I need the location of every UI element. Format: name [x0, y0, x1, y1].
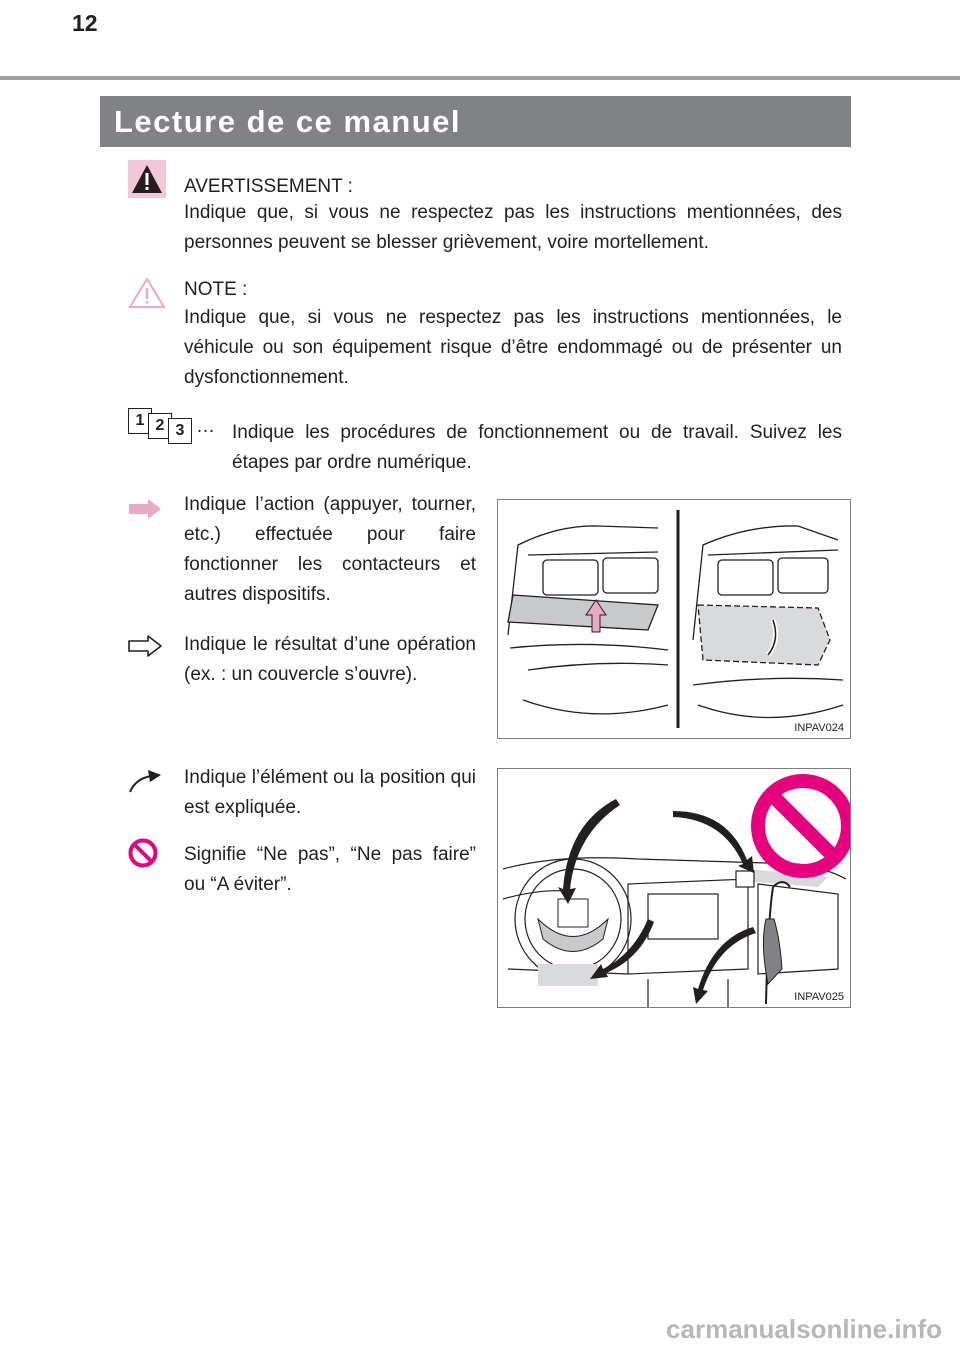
warning-icon: [128, 160, 166, 198]
step-numbers-icon: [128, 408, 198, 442]
page-number: 12: [72, 10, 98, 36]
dashboard-figure: [497, 768, 851, 1008]
steps-dots: …: [196, 416, 215, 437]
result-arrow-icon: [128, 635, 162, 657]
section-title: Lecture de ce manuel: [100, 96, 851, 147]
prohibited-icon: [128, 838, 158, 868]
steps-description: Indique les procédures de fonctionnement ou de travail. Suivez les étapes par ordre numérique.: [232, 422, 842, 473]
component-description: Indique l’élément ou la position qui est expliquée.: [184, 767, 476, 818]
component-pointer-icon: [128, 770, 162, 794]
step-number-2: 2: [148, 413, 172, 439]
step-number-1: 1: [128, 408, 152, 434]
notice-description: Indique que, si vous ne respectez pas les instructions mentionnées, le véhicule ou son équipement risque d’être endommagé ou de présenter un dysfonctionnement.: [184, 307, 842, 388]
step-number-3: 3: [168, 418, 192, 444]
warning-description: Indique que, si vous ne respectez pas les instructions mentionnées, des personnes peuvent se blesser grièvement, voire mortellement.: [184, 202, 842, 253]
dashboard-figure-code: INPAV025: [794, 991, 844, 1003]
action-arrow-icon: [128, 498, 162, 520]
overhead-console-figure: [497, 499, 851, 739]
result-description: Indique le résultat d’une opération (ex. : un couvercle s’ouvre).: [184, 634, 476, 685]
notice-label: NOTE :: [184, 279, 248, 300]
prohibited-description: Signifie “Ne pas”, “Ne pas faire” ou “A éviter”.: [184, 844, 476, 895]
warning-label: AVERTISSEMENT :: [184, 176, 353, 197]
watermark: carmanualsonline.info: [666, 1314, 942, 1344]
notice-icon: [128, 277, 166, 309]
top-rule: [0, 76, 960, 80]
action-description: Indique l’action (appuyer, tourner, etc.) effectuée pour faire fonctionner les contacteurs et autres dispositifs.: [184, 494, 476, 605]
overhead-figure-code: INPAV024: [794, 722, 844, 734]
